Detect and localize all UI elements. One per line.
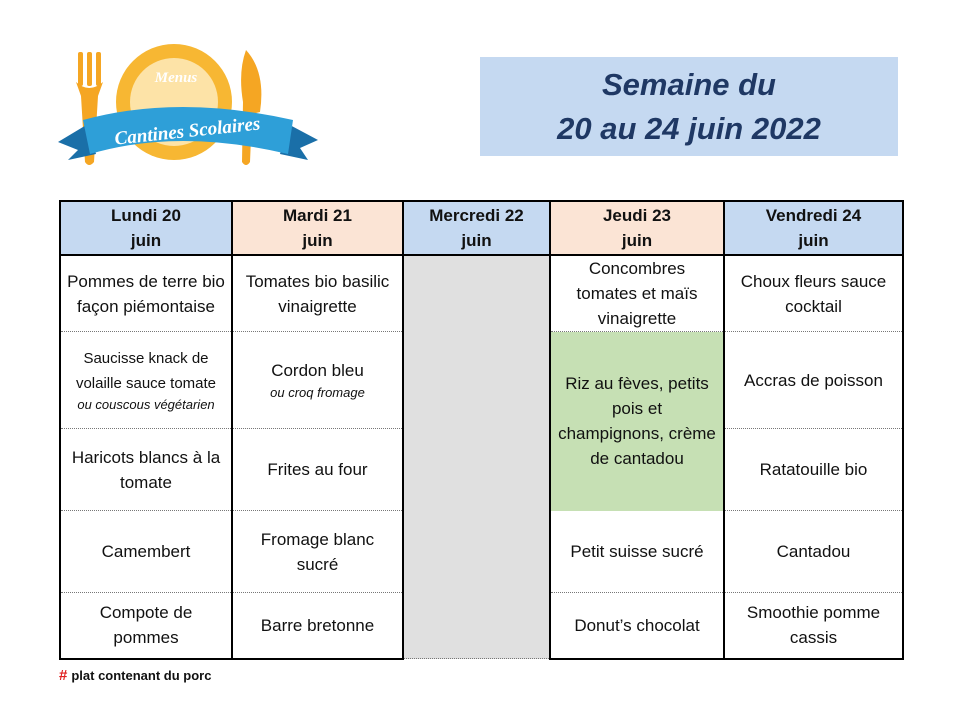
main-dish: Cordon bleu [271, 360, 364, 380]
day-month: juin [461, 231, 492, 250]
cell-thu-starter: Concombres tomates et maïs vinaigrette [550, 255, 724, 332]
cell-mon-side: Haricots blancs à la tomate [60, 429, 232, 511]
day-name: Jeudi 23 [602, 206, 672, 225]
week-title-line2: 20 au 24 juin 2022 [557, 110, 821, 146]
cell-fri-main: Accras de poisson [724, 332, 903, 429]
cell-fri-starter: Choux fleurs sauce cocktail [724, 255, 903, 332]
pork-legend-text: plat contenant du porc [71, 668, 212, 683]
cell-mon-dairy: Camembert [60, 511, 232, 593]
cantines-scolaires-logo [38, 42, 328, 177]
day-header-thursday [550, 201, 724, 255]
menu-row-starter [60, 255, 903, 332]
cell-wed-closed [403, 255, 550, 659]
main-dish: Saucisse knack de volaille sauce tomate [75, 350, 217, 392]
header-row [60, 201, 903, 255]
pork-symbol: # [59, 667, 68, 684]
day-month: juin [302, 231, 333, 250]
day-month: juin [621, 231, 653, 250]
cell-tue-dessert: Barre bretonne [232, 593, 403, 659]
week-title-box [480, 57, 898, 156]
cell-fri-dairy: Cantadou [724, 511, 903, 593]
cell-tue-starter: Tomates bio basilic vinaigrette [232, 255, 403, 332]
cell-fri-dessert: Smoothie pomme cassis [724, 593, 903, 659]
day-name: Mercredi 22 [429, 206, 524, 225]
logo-top-text: Menus [154, 70, 198, 86]
day-name: Vendredi 24 [765, 206, 862, 225]
day-month: juin [130, 231, 162, 250]
day-month: juin [798, 231, 829, 250]
alternative-dish: ou couscous végétarien [77, 397, 215, 412]
cell-mon-main [60, 332, 232, 429]
cell-mon-starter: Pommes de terre bio façon piémontaise [60, 255, 232, 332]
menu-table [59, 200, 904, 660]
day-header-friday [724, 201, 903, 255]
cell-fri-side: Ratatouille bio [724, 429, 903, 511]
day-header-wednesday [403, 201, 550, 255]
day-name: Mardi 21 [283, 206, 352, 225]
cell-tue-dairy: Fromage blanc sucré [232, 511, 403, 593]
cell-mon-dessert: Compote de pommes [60, 593, 232, 659]
week-title-line1: Semaine du [602, 66, 776, 102]
day-header-tuesday [232, 201, 403, 255]
cell-thu-dessert: Donut’s chocolat [550, 593, 724, 659]
cell-thu-dairy: Petit suisse sucré [550, 511, 724, 593]
alternative-dish: ou croq fromage [270, 384, 365, 400]
cell-tue-side: Frites au four [232, 429, 403, 511]
cell-tue-main [232, 332, 403, 429]
day-name: Lundi 20 [111, 206, 181, 225]
logo-graphic [38, 42, 328, 177]
logo-banner-text: Cantines Scolaires [113, 113, 262, 150]
cell-thu-main-vegetarian: Riz au fèves, petits pois et champignons, crème de cantadou [550, 332, 724, 511]
pork-legend [59, 667, 211, 684]
day-header-monday [60, 201, 232, 255]
